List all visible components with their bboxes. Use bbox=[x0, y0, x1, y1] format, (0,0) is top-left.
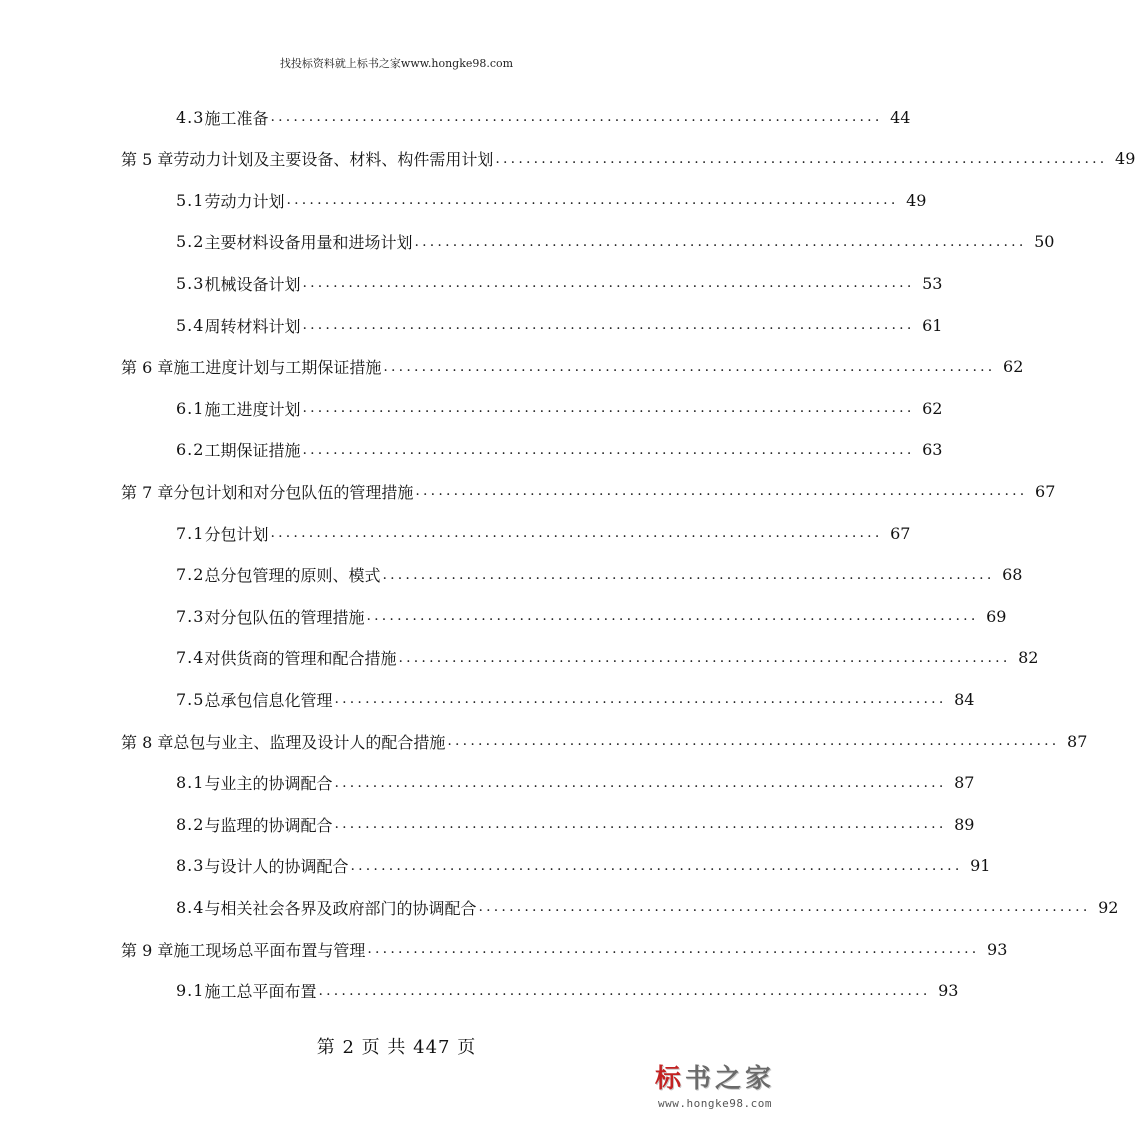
toc-entry-number: 7.3 bbox=[176, 606, 205, 626]
watermark-logo bbox=[640, 1058, 790, 1118]
toc-entry-number: 9.1 bbox=[176, 981, 205, 1001]
toc-entry[interactable] bbox=[176, 768, 975, 798]
toc-leader-dots: ................................................................................ bbox=[398, 649, 1011, 666]
toc-leader-dots: ................................................................................ bbox=[350, 857, 963, 874]
toc-leader-dots: ................................................................................ bbox=[383, 358, 996, 375]
toc-entry-number: 第 8 章 bbox=[121, 732, 174, 752]
toc-entry-title: 与相关社会各界及政府部门的协调配合 bbox=[204, 898, 477, 918]
toc-entry-page: 67 bbox=[890, 523, 911, 543]
toc-entry-page: 93 bbox=[938, 981, 959, 1001]
toc-entry-number: 6.1 bbox=[176, 398, 205, 418]
toc-entry-title: 总承包信息化管理 bbox=[204, 690, 333, 710]
toc-entry[interactable] bbox=[176, 310, 943, 340]
toc-entry[interactable] bbox=[176, 892, 1119, 922]
toc-entry[interactable] bbox=[176, 684, 975, 714]
toc-entry[interactable] bbox=[121, 352, 1024, 382]
toc-leader-dots: ................................................................................ bbox=[334, 774, 947, 791]
toc-entry-page: 84 bbox=[954, 689, 975, 709]
toc-entry-number: 5.1 bbox=[176, 190, 205, 210]
toc-leader-dots: ................................................................................ bbox=[318, 982, 931, 999]
toc-leader-dots: ................................................................................ bbox=[367, 941, 980, 957]
toc-entry-number: 8.4 bbox=[176, 897, 205, 917]
toc-entry-title: 施工进度计划 bbox=[204, 399, 301, 419]
toc-leader-dots: ................................................................................ bbox=[302, 441, 915, 458]
toc-entry-number: 7.2 bbox=[176, 565, 205, 585]
toc-entry-title: 施工现场总平面布置与管理 bbox=[173, 940, 366, 960]
toc-entry[interactable] bbox=[176, 227, 1055, 257]
toc-entry-title: 与设计人的协调配合 bbox=[204, 857, 349, 877]
toc-entry-number: 8.2 bbox=[176, 814, 205, 834]
toc-entry-number: 第 6 章 bbox=[121, 358, 174, 378]
toc-leader-dots: ................................................................................ bbox=[302, 400, 915, 417]
toc-entry-number: 第 9 章 bbox=[121, 940, 174, 960]
toc-entry-number: 5.4 bbox=[176, 315, 205, 335]
toc-entry-page: 87 bbox=[1067, 731, 1088, 751]
toc-entry-page: 69 bbox=[986, 606, 1007, 626]
toc-entry-page: 44 bbox=[890, 107, 911, 127]
toc-entry-page: 92 bbox=[1098, 897, 1119, 917]
toc-leader-dots: ................................................................................ bbox=[414, 233, 1027, 250]
toc-entry-number: 7.5 bbox=[176, 689, 205, 709]
logo-accent-char: 标 bbox=[654, 1064, 685, 1094]
toc-leader-dots: ................................................................................ bbox=[495, 150, 1108, 167]
toc-entry-page: 91 bbox=[970, 856, 991, 876]
toc-entry[interactable] bbox=[176, 851, 991, 881]
toc-entry[interactable] bbox=[176, 809, 975, 839]
toc-entry-number: 8.3 bbox=[176, 856, 205, 876]
toc-entry-number: 6.2 bbox=[176, 440, 205, 460]
toc-entry-page: 63 bbox=[922, 440, 943, 460]
toc-entry[interactable] bbox=[176, 268, 943, 298]
toc-leader-dots: ................................................................................ bbox=[302, 275, 915, 292]
toc-entry[interactable] bbox=[121, 726, 1088, 756]
toc-entry-number: 7.4 bbox=[176, 648, 205, 668]
toc-entry-page: 93 bbox=[987, 939, 1008, 959]
toc-entry-title: 分包计划 bbox=[204, 524, 269, 544]
toc-entry-number: 7.1 bbox=[176, 523, 205, 543]
toc-entry-page: 89 bbox=[954, 814, 975, 834]
toc-entry-title: 总包与业主、监理及设计人的配合措施 bbox=[173, 732, 446, 752]
toc-entry[interactable] bbox=[176, 185, 927, 215]
toc-entry-number: 5.2 bbox=[176, 232, 205, 252]
toc-entry-title: 施工总平面布置 bbox=[204, 982, 317, 1002]
toc-entry-number: 5.3 bbox=[176, 273, 205, 293]
toc-entry-title: 工期保证措施 bbox=[204, 441, 301, 461]
toc-entry[interactable] bbox=[176, 976, 959, 1006]
toc-entry[interactable] bbox=[176, 393, 943, 423]
toc-entry-title: 施工进度计划与工期保证措施 bbox=[173, 358, 382, 378]
toc-entry-title: 与监理的协调配合 bbox=[204, 815, 333, 835]
toc-leader-dots: ................................................................................ bbox=[270, 525, 883, 541]
toc-entry-title: 机械设备计划 bbox=[204, 274, 301, 294]
toc-leader-dots: ................................................................................ bbox=[366, 608, 979, 625]
toc-entry[interactable] bbox=[176, 102, 911, 132]
toc-entry-number: 第 5 章 bbox=[121, 150, 174, 170]
toc-entry-title: 总分包管理的原则、模式 bbox=[204, 566, 381, 586]
toc-leader-dots: ................................................................................ bbox=[302, 317, 915, 333]
toc-entry-title: 对分包队伍的管理措施 bbox=[204, 607, 365, 627]
toc-entry-page: 82 bbox=[1018, 648, 1039, 668]
toc-entry-page: 50 bbox=[1034, 232, 1055, 252]
toc-entry-title: 劳动力计划及主要设备、材料、构件需用计划 bbox=[173, 150, 494, 170]
toc-entry-page: 68 bbox=[1002, 565, 1023, 585]
toc-entry-page: 53 bbox=[922, 273, 943, 293]
toc-leader-dots: ................................................................................ bbox=[382, 566, 995, 583]
toc-entry[interactable] bbox=[121, 144, 1135, 174]
logo-url: www.hongke98.com bbox=[658, 1097, 772, 1110]
toc-entry[interactable] bbox=[121, 476, 1056, 506]
toc-leader-dots: ................................................................................ bbox=[478, 899, 1091, 916]
toc-entry-number: 8.1 bbox=[176, 773, 205, 793]
toc-entry-number: 4.3 bbox=[176, 107, 205, 127]
toc-entry-page: 49 bbox=[1115, 149, 1135, 169]
toc-entry-page: 61 bbox=[922, 315, 943, 335]
toc-entry-title: 对供货商的管理和配合措施 bbox=[204, 649, 397, 669]
toc-entry-page: 62 bbox=[1003, 357, 1024, 377]
logo-text: 标书之家 bbox=[654, 1064, 776, 1094]
toc-entry-page: 62 bbox=[922, 398, 943, 418]
toc-entry[interactable] bbox=[176, 643, 1039, 673]
toc-leader-dots: ................................................................................ bbox=[270, 109, 883, 125]
page-number-footer: 第 2 页 共 447 页 bbox=[316, 1037, 477, 1058]
page-header: 找投标资料就上标书之家www.hongke98.com bbox=[279, 57, 514, 70]
toc-entry-number: 第 7 章 bbox=[121, 482, 174, 502]
toc-leader-dots: ................................................................................ bbox=[334, 691, 947, 708]
toc-entry[interactable] bbox=[121, 934, 1008, 964]
toc-leader-dots: ................................................................................ bbox=[447, 733, 1060, 749]
toc-leader-dots: ................................................................................ bbox=[415, 483, 1028, 500]
toc-entry-page: 67 bbox=[1035, 481, 1056, 501]
toc-entry[interactable] bbox=[176, 560, 1023, 590]
toc-entry-title: 主要材料设备用量和进场计划 bbox=[204, 233, 413, 253]
toc-entry[interactable] bbox=[176, 601, 1007, 631]
toc-entry[interactable] bbox=[176, 435, 943, 465]
toc-entry-title: 与业主的协调配合 bbox=[204, 774, 333, 794]
toc-leader-dots: ................................................................................ bbox=[286, 192, 899, 209]
toc-entry-page: 49 bbox=[906, 190, 927, 210]
toc-entry-title: 劳动力计划 bbox=[204, 191, 285, 211]
toc-entry[interactable] bbox=[176, 518, 911, 548]
toc-entry-page: 87 bbox=[954, 773, 975, 793]
toc-entry-title: 周转材料计划 bbox=[204, 316, 301, 336]
toc-leader-dots: ................................................................................ bbox=[334, 816, 947, 833]
toc-entry-title: 施工准备 bbox=[204, 108, 269, 128]
toc-entry-title: 分包计划和对分包队伍的管理措施 bbox=[173, 482, 414, 502]
